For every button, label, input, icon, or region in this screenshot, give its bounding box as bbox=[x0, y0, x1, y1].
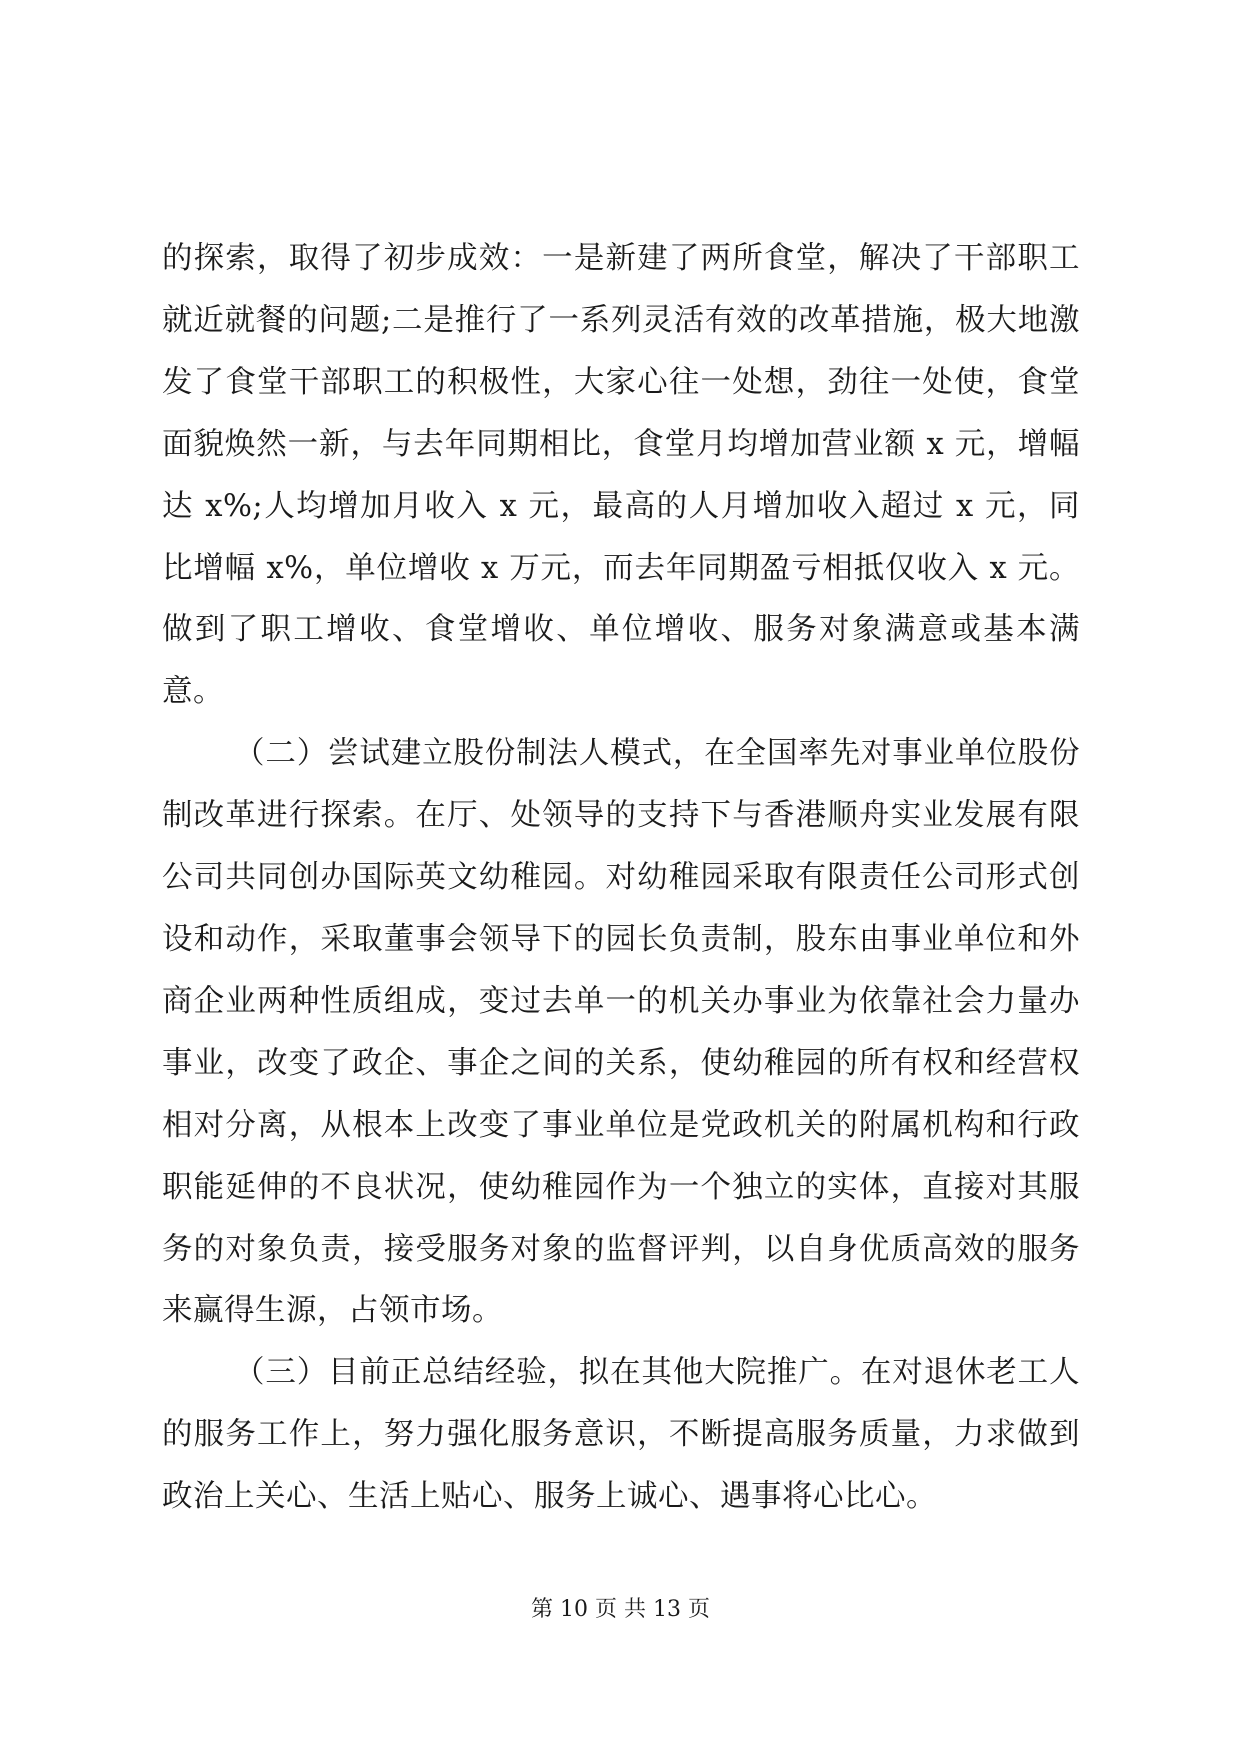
document-body bbox=[162, 228, 1080, 1528]
page-number-footer: 第 10 页 共 13 页 bbox=[531, 1597, 710, 1622]
paragraph-continuation: 的探索，取得了初步成效：一是新建了两所食堂，解决了干部职工就近就餐的问题;二是推行了一系列灵活有效的改革措施，极大地激发了食堂干部职工的积极性，大家心往一处想，劲往一处使，食堂面貌焕然一新，与去年同期相比，食堂月均增加营业额 x 元，增幅达 x%;人均增加月收入 x 元，最高的人月增加收入超过 x 元，同比增幅 x%，单位增收 x 万元，而去年同期盈亏相抵仅收入 x 元。做到了职工增收、食堂增收、单位增收、服务对象满意或基本满意。 bbox=[162, 241, 1080, 710]
paragraph-section-three: （三）目前正总结经验，拟在其他大院推广。在对退休老工人的服务工作上，努力强化服务意识，不断提高服务质量，力求做到政治上关心、生活上贴心、服务上诚心、遇事将心比心。 bbox=[162, 1355, 1080, 1515]
paragraph-section-two: （二）尝试建立股份制法人模式，在全国率先对事业单位股份制改革进行探索。在厅、处领导的支持下与香港顺舟实业发展有限公司共同创办国际英文幼稚园。对幼稚园采取有限责任公司形式创设和动作，采取董事会领导下的园长负责制，股东由事业单位和外商企业两种性质组成，变过去单一的机关办事业为依靠社会力量办事业，改变了政企、事企之间的关系，使幼稚园的所有权和经营权相对分离，从根本上改变了事业单位是党政机关的附属机构和行政职能延伸的不良状况，使幼稚园作为一个独立的实体，直接对其服务的对象负责，接受服务对象的监督评判，以自身优质高效的服务来赢得生源，占领市场。 bbox=[162, 736, 1080, 1329]
